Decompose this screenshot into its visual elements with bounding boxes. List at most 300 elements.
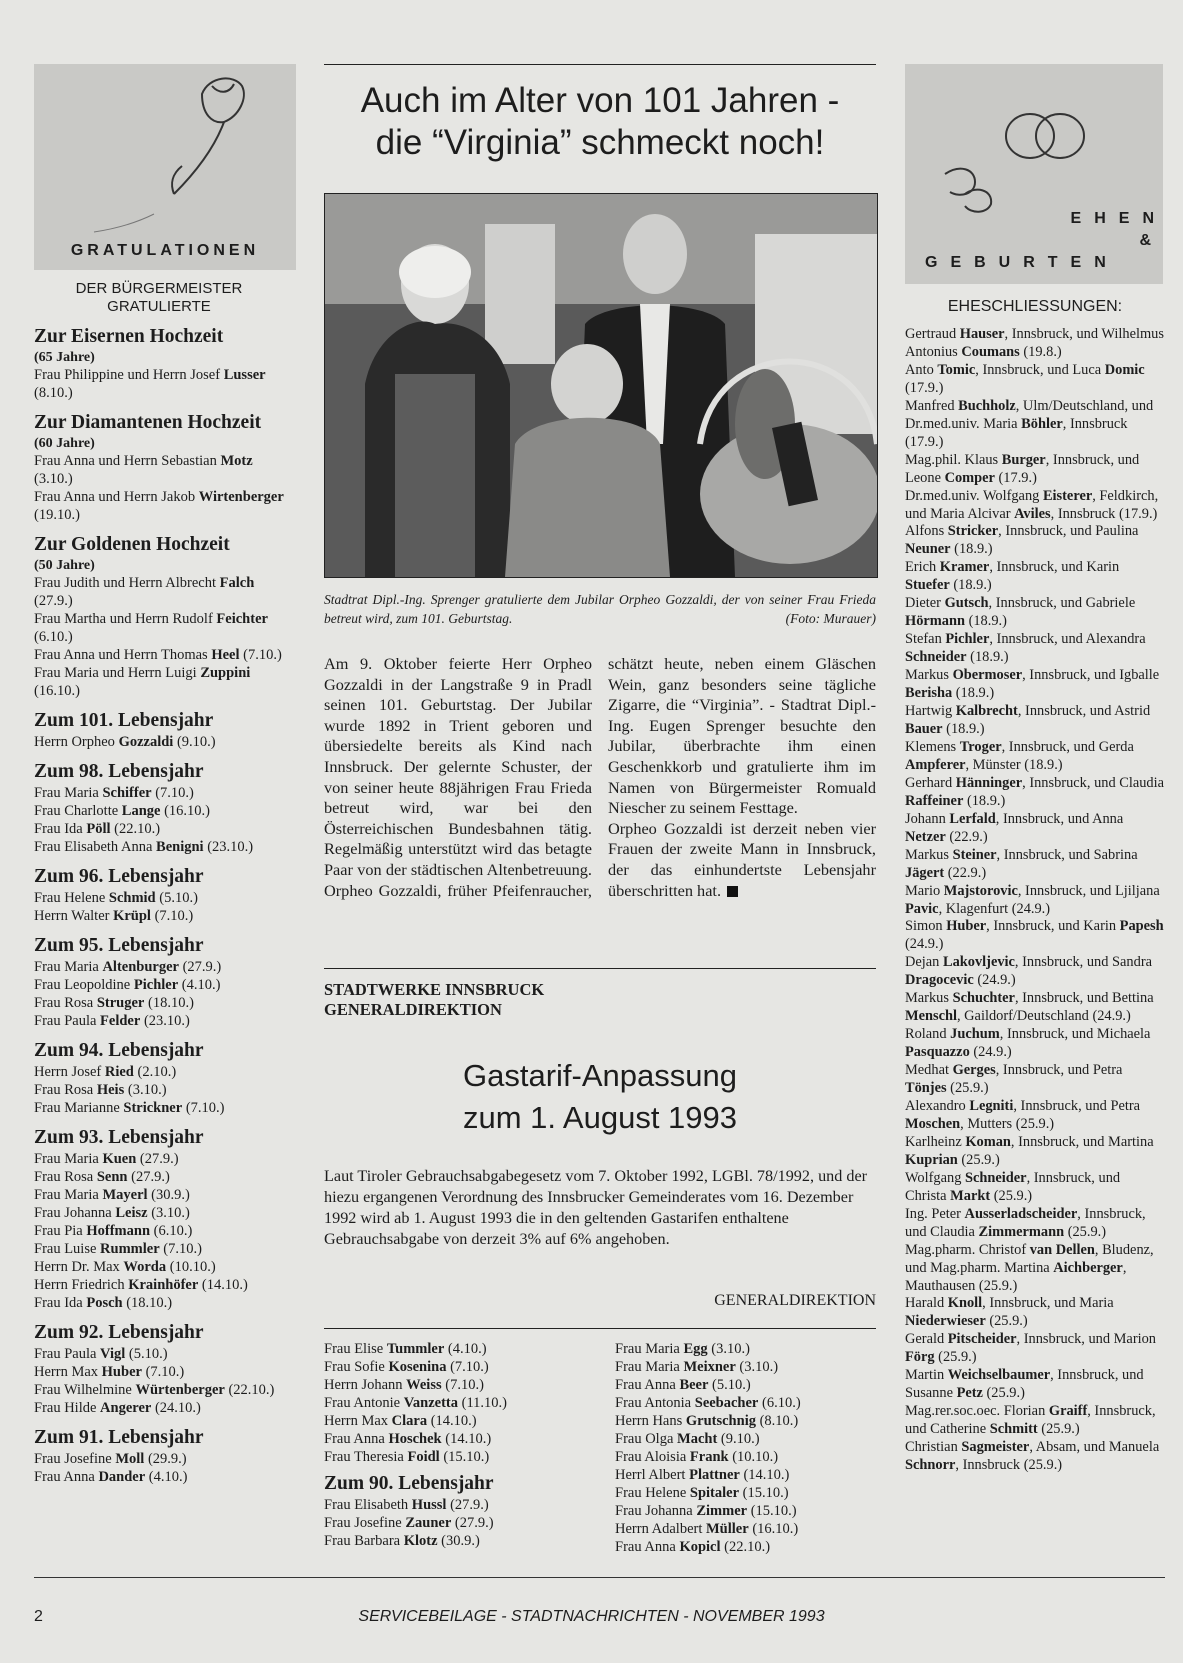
entry-date: (8.10.)	[34, 385, 73, 401]
list-item	[324, 1340, 609, 1358]
entry-name: Ried	[104, 1064, 134, 1080]
entry-name: Knoll	[947, 1295, 983, 1312]
entry-prefix: Frau Anna und Herrn Thomas	[34, 647, 212, 663]
entry-date: (18.10.)	[144, 995, 194, 1011]
entry-date: (23.10.)	[203, 839, 254, 855]
entry-date: (15.10.)	[739, 1485, 789, 1501]
entry-name: Troger	[959, 738, 1002, 755]
entry-name: Mayerl	[102, 1187, 148, 1203]
rose-icon	[34, 64, 296, 234]
entry-text: Christian	[905, 1439, 962, 1456]
marriage-entry	[905, 631, 1165, 667]
list-item	[615, 1394, 885, 1412]
entry-date: (7.10.)	[150, 908, 194, 924]
entry-date: (4.10.)	[178, 977, 221, 993]
entry-text: (18.9.)	[949, 577, 992, 594]
entry-text: , Mauthausen (25.9.)	[905, 1259, 1127, 1294]
entry-date: (30.9.)	[147, 1187, 190, 1203]
entry-name: Comper	[944, 469, 995, 486]
entry-text: , Innsbruck, und Susanne	[905, 1367, 1144, 1402]
list-item	[34, 994, 284, 1012]
footer-text: SERVICEBEILAGE - STADTNACHRICHTEN - NOVEMBER 1993	[358, 1608, 825, 1625]
entry-date: (15.10.)	[747, 1503, 797, 1519]
entry-name: Schneider	[905, 649, 967, 666]
entry-text: Dieter	[905, 595, 945, 612]
marriage-list	[905, 326, 1165, 1475]
marriage-entry	[905, 739, 1165, 775]
list-item	[34, 1345, 284, 1363]
entry-name: Aichberger	[1053, 1259, 1123, 1276]
photo-jubilar-image	[325, 194, 877, 577]
section-heading: Zur Eisernen Hochzeit	[34, 326, 224, 347]
entry-date: (14.10.)	[739, 1467, 790, 1483]
list-item	[615, 1520, 885, 1538]
entry-name: Kalbrecht	[955, 703, 1018, 720]
list-item	[34, 574, 284, 610]
photo-caption: Stadtrat Dipl.-Ing. Sprenger gratulierte dem Jubilar Orpheo Gozzaldi, der von seiner Frau Frieda betreut wird, zum 101. Geburtstag. (Foto: Murauer)	[324, 592, 876, 626]
entry-prefix: Frau Maria	[34, 1187, 103, 1203]
section-heading: Zum 93. Lebensjahr	[34, 1127, 204, 1148]
entry-text: Dejan	[905, 954, 943, 971]
entry-date: (27.9.)	[127, 1169, 170, 1185]
entry-text: , Klagenfurt (24.9.)	[938, 900, 1051, 917]
entry-name: Aviles	[1014, 505, 1051, 522]
section-heading: Zum 98. Lebensjahr	[34, 761, 204, 782]
entry-text: , Innsbruck, und Gabriele	[988, 595, 1136, 612]
entry-name: Sagmeister	[961, 1439, 1030, 1456]
entry-name: Lange	[121, 803, 161, 819]
entry-name: Klotz	[403, 1533, 438, 1549]
entry-prefix: Herrn Max	[324, 1413, 392, 1429]
list-item	[615, 1430, 885, 1448]
entry-name: Leisz	[115, 1205, 148, 1221]
entry-name: Pöll	[86, 821, 111, 837]
list-item	[324, 1394, 609, 1412]
list-item	[324, 1448, 609, 1466]
entry-text: , Ulm/Deutschland, und Dr.med.univ. Maria	[905, 397, 1154, 432]
entry-text: Gerhard	[905, 774, 956, 791]
entry-text: , Innsbruck (17.9.)	[905, 415, 1128, 450]
entry-date: (5.10.)	[155, 890, 198, 906]
entry-date: (7.10.)	[182, 1100, 225, 1116]
entry-text: , Innsbruck, und Sandra	[1014, 954, 1153, 971]
entry-name: Wirtenberger	[198, 489, 284, 505]
entry-prefix: Frau Charlotte	[34, 803, 122, 819]
entry-name: Jägert	[905, 864, 945, 881]
list-item	[324, 1496, 609, 1514]
entry-name: Schmid	[108, 890, 156, 906]
article-paragraph-2: Orpheo Gozzaldi ist derzeit neben vier Frauen der zweite Mann in Innsbruck, der das einhundertste Lebensjahr überschritten hat.	[608, 818, 876, 900]
entry-date: (6.10.)	[758, 1395, 801, 1411]
entry-prefix: Frau Marianne	[34, 1100, 124, 1116]
section-heading: Zur Diamantenen Hochzeit	[34, 412, 262, 433]
entry-prefix: Frau Anna	[615, 1377, 680, 1393]
entry-text: , Innsbruck, und Gerda	[1001, 738, 1134, 755]
entry-text: Alfons	[905, 523, 948, 540]
entry-text: , Innsbruck, und Bettina	[1014, 990, 1154, 1007]
entry-name: Weichselbaumer	[947, 1367, 1051, 1384]
entry-name: Hauser	[959, 326, 1005, 342]
entry-date: (30.9.)	[437, 1533, 480, 1549]
entry-name: Motz	[220, 453, 253, 469]
entry-name: Juchum	[950, 1026, 1000, 1043]
entry-prefix: Herrn Josef	[34, 1064, 105, 1080]
list-item	[615, 1466, 885, 1484]
list-item	[34, 1363, 284, 1381]
entry-prefix: Herrn Max	[34, 1364, 102, 1380]
birthday-list-b	[615, 1340, 885, 1556]
entry-prefix: Frau Rosa	[34, 1169, 97, 1185]
entry-date: (3.10.)	[707, 1341, 750, 1357]
entry-name: Markt	[950, 1187, 991, 1204]
entry-name: Hänninger	[955, 774, 1023, 791]
gratulationen-label: GRATULATIONEN	[70, 242, 260, 259]
entry-name: Senn	[96, 1169, 128, 1185]
entry-text: , Innsbruck, und Claudia	[905, 1205, 1146, 1240]
marriage-entry	[905, 595, 1165, 631]
entry-date: (7.10.)	[446, 1359, 489, 1375]
entry-text: (18.9.)	[942, 720, 985, 737]
gratulationen-box	[34, 64, 296, 270]
entry-text: , Innsbruck, und Sabrina	[996, 846, 1138, 863]
entry-prefix: Frau Elisabeth	[324, 1497, 412, 1513]
marriage-entry	[905, 883, 1165, 919]
entry-name: Zimmermann	[978, 1223, 1065, 1240]
entry-text: , Innsbruck, und Alexandra	[989, 631, 1146, 648]
entry-text: (24.9.)	[905, 936, 944, 953]
entry-text: , Innsbruck, und Michaela	[999, 1026, 1151, 1043]
entry-name: Berisha	[905, 685, 953, 702]
entry-text: Markus	[905, 846, 953, 863]
entry-name: Netzer	[905, 828, 946, 845]
entry-date: (14.10.)	[441, 1431, 492, 1447]
entry-name: Krainhöfer	[128, 1277, 199, 1293]
entry-date: (7.10.)	[159, 1241, 202, 1257]
gastarif-body: Laut Tiroler Gebrauchsabgabegesetz vom 7. Oktober 1992, LGBl. 78/1992, und der hiezu ergangenen Verordnung des Innsbrucker Gemeinderates vom 16. Dezember 1992 wird ab 1. August 1993 die in den geltenden Gastarifen enthaltene Gebrauchsabgabe von derzeit 3% auf 6% angehoben.	[324, 1167, 868, 1248]
entry-date: (5.10.)	[708, 1377, 751, 1393]
entry-prefix: Frau Maria	[615, 1341, 684, 1357]
marriage-entry	[905, 990, 1165, 1026]
entry-date: (15.10.)	[439, 1449, 490, 1465]
entry-prefix: Frau Anna	[34, 1469, 99, 1485]
entry-text: (25.9.)	[982, 1385, 1025, 1402]
list-item	[34, 1081, 284, 1099]
entry-text: Mag.phil. Klaus	[905, 451, 1002, 468]
entry-prefix: Frau Maria	[34, 1151, 103, 1167]
entry-date: (27.9.)	[34, 593, 73, 609]
entry-name: Foidl	[407, 1449, 440, 1465]
article-body	[324, 654, 876, 901]
entry-name: Egg	[683, 1341, 708, 1357]
entry-name: Eisterer	[1042, 487, 1093, 504]
entry-prefix: Frau Josefine	[324, 1515, 406, 1531]
entry-prefix: Frau Ida	[34, 1295, 87, 1311]
entry-name: Clara	[391, 1413, 428, 1429]
footer-rule	[34, 1577, 1165, 1578]
list-item	[324, 1412, 609, 1430]
entry-text: (18.9.)	[964, 613, 1007, 630]
entry-prefix: Frau Hilde	[34, 1400, 101, 1416]
entry-text: , Innsbruck, und Luca	[975, 361, 1105, 378]
entry-name: Tönjes	[905, 1080, 947, 1097]
list-item	[34, 1258, 284, 1276]
list-item	[34, 784, 284, 802]
entry-prefix: Frau Maria	[615, 1359, 684, 1375]
entry-date: (11.10.)	[457, 1395, 507, 1411]
entry-name: Koman	[965, 1133, 1011, 1150]
list-item	[324, 1532, 609, 1550]
marriage-entry	[905, 667, 1165, 703]
entry-name: Raffeiner	[905, 792, 964, 809]
entry-prefix: Frau Maria	[34, 959, 103, 975]
entry-date: (9.10.)	[717, 1431, 760, 1447]
entry-text: , Innsbruck, und Christa	[905, 1169, 1121, 1204]
section-heading: Zum 92. Lebensjahr	[34, 1322, 204, 1343]
entry-name: Obermoser	[952, 667, 1023, 684]
entry-name: Förg	[905, 1349, 935, 1366]
section-heading: Zum 94. Lebensjahr	[34, 1040, 204, 1061]
marriage-entry	[905, 559, 1165, 595]
entry-prefix: Herrn Orpheo	[34, 734, 119, 750]
entry-name: Petz	[956, 1385, 983, 1402]
entry-prefix: Frau Maria und Herrn Luigi	[34, 665, 201, 681]
headline-rule	[324, 64, 876, 65]
entry-name: Lusser	[223, 367, 266, 383]
marriage-entry	[905, 954, 1165, 990]
list-item	[615, 1448, 885, 1466]
list-item	[615, 1484, 885, 1502]
list-item	[615, 1340, 885, 1358]
entry-text: (19.8.)	[1019, 343, 1062, 360]
entry-name: Majstorovic	[943, 882, 1018, 899]
list-item	[34, 1012, 284, 1030]
entry-name: Huber	[946, 918, 987, 935]
entry-date: (18.10.)	[122, 1295, 173, 1311]
entry-name: Kuprian	[905, 1151, 958, 1168]
entry-name: Kuen	[102, 1151, 137, 1167]
entry-name: Stuefer	[905, 577, 950, 594]
entry-name: Dander	[98, 1469, 146, 1485]
article-headline: Auch im Alter von 101 Jahren - die “Virginia” schmeckt noch!	[360, 81, 840, 162]
marriage-entry	[905, 703, 1165, 739]
entry-name: Vanzetta	[403, 1395, 458, 1411]
entry-date: (3.10.)	[34, 471, 73, 487]
entry-prefix: Frau Aloisia	[615, 1449, 690, 1465]
entry-name: Stricker	[947, 523, 999, 540]
entry-text: (17.9.)	[994, 469, 1037, 486]
list-item	[34, 488, 284, 524]
entry-name: Macht	[677, 1431, 718, 1447]
entry-name: Spitaler	[689, 1485, 740, 1501]
list-item	[615, 1376, 885, 1394]
list-item	[34, 1150, 284, 1168]
entry-text: Mario	[905, 882, 944, 899]
entry-name: Burger	[1001, 451, 1046, 468]
entry-text: Mag.pharm. Christof	[905, 1241, 1030, 1258]
section-heading: Zum 101. Lebensjahr	[34, 710, 214, 731]
list-item	[34, 1168, 284, 1186]
entry-date: (10.10.)	[166, 1259, 216, 1275]
entry-date: (29.9.)	[144, 1451, 187, 1467]
marriage-entry	[905, 362, 1165, 398]
entry-text: , Gaildorf/Deutschland (24.9.)	[956, 1008, 1131, 1025]
entry-name: Zimmer	[696, 1503, 748, 1519]
entry-name: Feichter	[216, 611, 268, 627]
entry-text: (18.9.)	[966, 649, 1009, 666]
entry-prefix: Frau Pia	[34, 1223, 87, 1239]
ehen-geburten-box	[905, 64, 1167, 284]
entry-name: van Dellen	[1029, 1241, 1095, 1258]
entry-text: (22.9.)	[944, 864, 987, 881]
list-item	[615, 1358, 885, 1376]
entry-name: Frank	[689, 1449, 729, 1465]
entry-date: (16.10.)	[34, 683, 80, 699]
entry-date: (27.9.)	[178, 959, 222, 975]
entry-prefix: Herrn Friedrich	[34, 1277, 129, 1293]
entry-name: Grutschnig	[685, 1413, 756, 1429]
entry-date: (3.10.)	[124, 1082, 167, 1098]
entry-prefix: Frau Rosa	[34, 1082, 97, 1098]
entry-text: , Innsbruck, und Catherine	[905, 1403, 1156, 1438]
page-number: 2	[34, 1608, 43, 1625]
entry-prefix: Frau Anna und Herrn Sebastian	[34, 453, 221, 469]
list-item	[34, 1276, 284, 1294]
list-item	[34, 1450, 284, 1468]
entry-text: , Innsbruck, und Igballe	[1022, 667, 1160, 684]
entry-prefix: Frau Antonia	[615, 1395, 695, 1411]
entry-prefix: Frau Barbara	[324, 1533, 404, 1549]
entry-name: Zauner	[405, 1515, 452, 1531]
entry-text: , Münster (18.9.)	[965, 756, 1063, 773]
marriage-entry	[905, 1439, 1165, 1475]
list-item	[324, 1430, 609, 1448]
entry-name: Graiff	[1048, 1403, 1088, 1420]
stadtwerke-heading: STADTWERKE INNSBRUCK GENERALDIREKTION	[324, 980, 545, 1019]
entry-text: Roland	[905, 1026, 951, 1043]
entry-date: (22.10.)	[224, 1382, 275, 1398]
entry-prefix: Frau Leopoldine	[34, 977, 134, 993]
entry-text: , Innsbruck, und Claudia	[1022, 774, 1165, 791]
entry-name: Strickner	[123, 1100, 183, 1116]
list-item	[34, 802, 284, 820]
gratulation-sections	[34, 325, 284, 1486]
entry-date: (9.10.)	[173, 734, 216, 750]
entry-date: (2.10.)	[133, 1064, 177, 1080]
entry-date: (22.10.)	[720, 1539, 771, 1555]
entry-text: Gerald	[905, 1331, 948, 1348]
entry-name: Pichler	[133, 977, 179, 993]
entry-date: (24.10.)	[151, 1400, 201, 1416]
marriage-entry	[905, 1134, 1165, 1170]
entry-text: , Bludenz, und Mag.pharm. Martina	[905, 1241, 1154, 1276]
entry-date: (3.10.)	[147, 1205, 190, 1221]
list-item	[34, 820, 284, 838]
entry-name: Seebacher	[694, 1395, 759, 1411]
section-subheading: (50 Jahre)	[34, 558, 95, 573]
entry-prefix: Frau Anna und Herrn Jakob	[34, 489, 199, 505]
entry-text: Markus	[905, 990, 953, 1007]
list-item	[34, 1099, 284, 1117]
entry-date: (5.10.)	[125, 1346, 168, 1362]
entry-text: (25.9.)	[934, 1349, 977, 1366]
eheschliessungen-heading: EHESCHLIESSUNGEN:	[947, 298, 1123, 315]
photo-credit: (Foto: Murauer)	[785, 611, 876, 626]
entry-name: Lakovljevic	[942, 954, 1015, 971]
ehen-label: EHEN	[1070, 210, 1167, 227]
section-subheading: (60 Jahre)	[34, 436, 95, 451]
entry-name: Struger	[96, 995, 145, 1011]
entry-text: , Innsbruck, und Marion	[1016, 1331, 1157, 1348]
marriage-entry	[905, 775, 1165, 811]
entry-text: (25.9.)	[1037, 1421, 1080, 1438]
entry-date: (19.10.)	[34, 507, 80, 523]
entry-date: (14.10.)	[427, 1413, 477, 1429]
entry-prefix: Frau Rosa	[34, 995, 97, 1011]
entry-name: Gerges	[952, 1062, 996, 1079]
entry-text: Hartwig	[905, 703, 956, 720]
entry-name: Altenburger	[102, 959, 179, 975]
entry-date: (27.9.)	[446, 1497, 489, 1513]
entry-date: (8.10.)	[755, 1413, 799, 1429]
article-photo	[324, 193, 878, 578]
list-item	[34, 1222, 284, 1240]
entry-prefix: Herrn Hans	[615, 1413, 686, 1429]
entry-date: (27.9.)	[451, 1515, 494, 1531]
entry-name: Zuppini	[200, 665, 251, 681]
entry-prefix: Herrn Walter	[34, 908, 114, 924]
entry-text: , Innsbruck, und Anna	[995, 810, 1124, 827]
entry-name: Moschen	[905, 1115, 961, 1132]
entry-name: Pitscheider	[947, 1331, 1017, 1348]
entry-name: Schiffer	[102, 785, 152, 801]
entry-name: Rummler	[100, 1241, 160, 1257]
entry-text: (22.9.)	[945, 828, 988, 845]
section-rule	[324, 968, 876, 969]
entry-date: (3.10.)	[735, 1359, 779, 1375]
entry-text: Harald	[905, 1295, 948, 1312]
entry-prefix: Frau Antonie	[324, 1395, 404, 1411]
entry-name: Kramer	[939, 559, 990, 576]
entry-name: Hörmann	[905, 613, 965, 630]
marriage-entry	[905, 811, 1165, 847]
marriage-entry	[905, 1026, 1165, 1062]
entry-prefix: Frau Ida	[34, 821, 87, 837]
birthday-list-a	[324, 1340, 609, 1550]
entry-name: Vigl	[100, 1346, 126, 1362]
entry-date: (4.10.)	[444, 1341, 487, 1357]
entry-name: Heel	[211, 647, 240, 663]
entry-text: Stefan	[905, 631, 946, 648]
entry-name: Hussl	[411, 1497, 447, 1513]
entry-date: (7.10.)	[441, 1377, 484, 1393]
entry-text: (17.9.)	[905, 379, 944, 396]
list-item	[34, 1468, 284, 1486]
entry-name: Dragocevic	[905, 972, 974, 989]
entry-prefix: Frau Josefine	[34, 1451, 116, 1467]
entry-date: (6.10.)	[34, 629, 73, 645]
list-item	[34, 1381, 284, 1399]
entry-date: (10.10.)	[728, 1449, 779, 1465]
entry-name: Würtenberger	[135, 1382, 225, 1398]
list-item	[34, 733, 284, 751]
entry-name: Tomic	[937, 361, 976, 378]
list-item	[34, 1240, 284, 1258]
list-item	[615, 1538, 885, 1556]
list-item	[34, 1294, 284, 1312]
entry-name: Gozzaldi	[118, 734, 174, 750]
entry-date: (7.10.)	[141, 1364, 185, 1380]
entry-text: (18.9.)	[963, 792, 1006, 809]
